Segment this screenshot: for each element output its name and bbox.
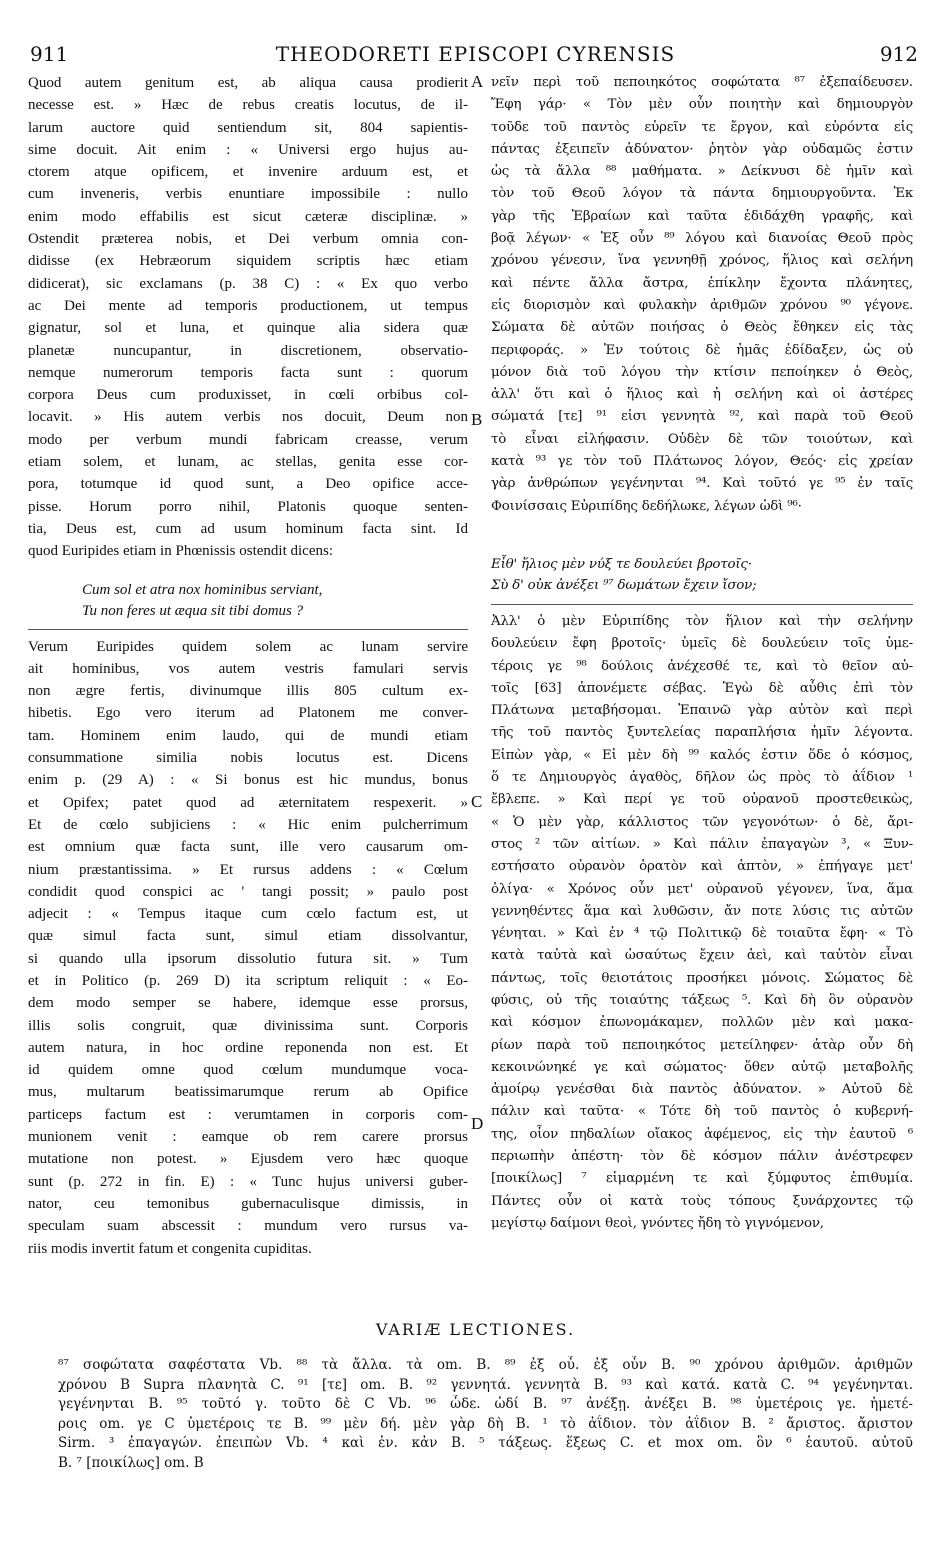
text-line: πάντως, τοῖς θειοτάτοις προσήκει μόνοις. Σώματος δὲ [491, 970, 913, 986]
text-line: τοῦδε τοῦ παντὸς εὑρεῖν τε ἔργον, καὶ εὑρόντα εἰς [491, 119, 913, 135]
text-line: quod Euripides etiam in Phœnissis ostendit dicens: [28, 543, 333, 560]
text-line: δουλεύειν ἔφη βροτοῖς· ὑμεῖς δὲ δουλεύειν τοῖς ὑμε- [491, 636, 913, 652]
text-line: ροις om. γε C ὑμετέροις τε B. ⁹⁹ μὲν δή. μὲν γὰρ δὴ B. ¹ τὸ ἀΐδιον. τὸν ἀΐδιον B. ² ἄριστος. ἄριστον [58, 1415, 913, 1432]
margin-letter-b: B [471, 410, 483, 429]
text-line: hibetis. Ego vero iterum ad Platonem me conver- [28, 705, 468, 722]
margin-letter-a: A [471, 72, 484, 91]
text-line: Εἰπὼν γὰρ, « Εἰ μὲν δὴ ⁹⁹ καλός ἐστιν ὅδε ὁ κόσμος, [491, 747, 913, 763]
text-line: si quando ulla ipsorum dissolutio futura sit. » Tum [28, 950, 468, 967]
text-line: Ἔφη γάρ· « Τὸν μὲν οὖν ποιητὴν καὶ δημιουργὸν [491, 97, 913, 113]
spacer [491, 598, 913, 605]
text-line: B. ⁷ [ποικίλως] om. B [58, 1454, 204, 1471]
text-line: larum auctore quid sentiendum sit, 804 sapientis- [28, 119, 468, 136]
text-line: cum inveneris, verbis enuntiare impossibile : nullo [28, 186, 468, 203]
text-line: γεννηθέντες ἅμα καὶ λυθῶσιν, ἄν ποτε λύσις τις αὐτῶν [491, 903, 913, 919]
text-line: et Opifex; patet quod ad æternitatem respexerit. » [28, 794, 468, 811]
text-line: nemque numerorum temporis facta sunt : quorum [28, 364, 468, 381]
text-line: id quidem omne quod cœlum mundumque voca- [28, 1062, 468, 1079]
running-title: THEODORETI EPISCOPI CYRENSIS [275, 42, 676, 66]
text-line: ὅ τε Δημιουργὸς ἀγαθὸς, δῆλον ὡς πρὸς τὸ ἀΐδιον ¹ [491, 770, 913, 786]
text-line: sime docuit. Ait enim : « Universi ergo hujus au- [28, 141, 468, 158]
text-line: nator, ceu temonibus gubernaculisque dimissis, in [28, 1195, 468, 1212]
text-line: σώματά [τε] ⁹¹ εἰσι γεννητὰ ⁹², καὶ παρὰ τοῦ Θεοῦ [491, 409, 913, 425]
text-line: μόνον διὰ τοῦ λόγου τὴν κτίσιν πεποίηκεν ὁ Θεὸς, [491, 364, 913, 380]
text-line: speculam suam abscessit : mundum vero rursus va- [28, 1218, 468, 1235]
text-line: ait hominibus, vos autem vestris famulari servis [28, 660, 468, 677]
text-line: ac Dei mente ad temporis productionem, ut tempus [28, 297, 468, 314]
text-line: pisse. Horum porro nihil, Platonis quoque senten- [28, 498, 468, 515]
text-line: tam. Hominem enim laudo, qui de mundi etiam [28, 727, 468, 744]
text-line: εἰς διορισμὸν καὶ φυλακὴν ἀριθμῶν χρόνου ⁹⁰ γέγονε. [491, 297, 913, 313]
text-line: τῆς τοῦ παντὸς ξυντελείας παραπλήσια ἡμῖν λέγοντα. [491, 725, 913, 741]
text-line: ὡς τὰ ἄλλα ⁸⁸ μαθήματα. » Δείκνυσι δὲ ἡμῖν καὶ [491, 164, 913, 180]
text-line: χρόνου B Supra πλανητὰ C. ⁹¹ [τε] om. B. ⁹² γεννητά. γεννητὰ B. ⁹³ καὶ κατά. κατὰ C. ⁹⁴ γεγένηνται. [58, 1376, 913, 1393]
text-line: ctorem atque opificem, et invenire arduum est, et [28, 164, 468, 181]
text-line: μεγίστῳ δαίμονι θεοὶ, γνόντες ἤδη τὸ γιγνόμενον, [491, 1215, 824, 1231]
text-line: sunt (p. 272 in fin. E) : « Tunc hujus universi guber- [28, 1173, 468, 1190]
text-line: gignatur, sol et luna, et quinque alia sidera quæ [28, 320, 468, 337]
text-line: locavit. » His autem verbis nos docuit, Deum non [28, 409, 468, 426]
text-line: riis modis invertit fatum et congenita cupiditas. [28, 1240, 312, 1257]
text-line: περιφοράς. » Ἐν τούτοις δὲ ἡμᾶς ἐδίδαξεν, ὡς οὐ [491, 342, 913, 358]
text-line: corpora Deus cum produxisset, in cœli orbibus col- [28, 387, 468, 404]
margin-letter-d: D [471, 1114, 484, 1133]
verse-line: Εἶθ' ἥλιος μὲν νύξ τε δουλεύει βροτοῖς· [491, 556, 752, 572]
text-line: didicerat), sic exclamans (p. 38 C) : « Ex quo verbo [28, 275, 468, 292]
text-line: στος ² τῶν αἰτίων. » Καὶ πάλιν ἐπαγαγὼν ³, « Ξυν- [491, 836, 913, 852]
text-line: τὸν τοῦ Θεοῦ λόγον τὰ πάντα δημιουργοῦντα. Ἐκ [491, 186, 913, 202]
text-line: mus, multarum beatissimarumque rerum ab Opifice [28, 1084, 468, 1101]
text-line: βοᾷ λέγων· « Ἐξ οὖν ⁸⁹ λόγου καὶ διανοίας Θεοῦ πρὸς [491, 231, 913, 247]
text-line: Verum Euripides quidem solem ac lunam servire [28, 638, 468, 655]
text-line: pora, totumque id quod sunt, a Deo opifice acce- [28, 476, 468, 493]
text-line: πάντας ἐξειπεῖν ἀδύνατον· ῥητὸν γὰρ οὐδαμῶς ἐστιν [491, 141, 913, 157]
text-line: ρίων παρὰ τοῦ πεποιηκότος μετείληφεν· ἀτὰρ οὖν δὴ [491, 1037, 913, 1053]
verse-line: Cum sol et atra nox hominibus serviant, [82, 581, 323, 598]
text-line: κεκοινώνηκέ γε καὶ σώματος· ὅθεν αὐτῷ μεταβολῆς [491, 1059, 913, 1075]
spacer [28, 563, 468, 579]
variae-lectiones-title: VARIÆ LECTIONES. [375, 1320, 576, 1339]
text-line: τοῖς [63] ἀπονέμετε σέβας. Ἐγὼ δὲ αὖθις ἐπὶ τὸν [491, 680, 913, 696]
text-line: περιωπὴν ἀπέστη· τὸν δὲ κόσμον πάλιν ἀνέστρεφεν [491, 1149, 913, 1165]
text-line: Πλάτωνα μεταβήσομαι. Ἐπαινῶ γὰρ αὐτὸν καὶ περὶ [491, 703, 913, 719]
text-line: nium præstantissima. » Et rursus addens : « Cœlum [28, 861, 468, 878]
text-line: munionem venit : eamque ob rem carere prorsus [28, 1129, 468, 1146]
greek-column [491, 72, 913, 1235]
verse-line: Σὺ δ' οὐκ ἀνέξει ⁹⁷ δωμάτων ἔχειν ἴσον; [491, 577, 757, 593]
text-line: « Ὁ μὲν γὰρ, κάλλιστος τῶν γεγονότων· ὁ δὲ, ἄρι- [491, 814, 913, 830]
text-line: condidit quod conspici ac ' tangi possit; » paulo post [28, 883, 468, 900]
text-line: χρόνου γένεσιν, ἵνα γεννηθῇ χρόνος, ἥλιος καὶ σελήνη [491, 253, 913, 269]
text-line: καὶ κόσμον ἐπωνομάκαμεν, πολλῶν μὲν καὶ μακα- [491, 1015, 913, 1031]
text-line: τὸ εἶναι εἰλήφασιν. Οὐδὲν δὲ τῶν τοιούτων, καὶ [491, 431, 913, 447]
text-line: etiam solem, et lunam, ac stellas, genita esse cor- [28, 454, 468, 471]
text-line: ἀμοίρῳ γενέσθαι διὰ παντὸς ἀδύνατον. » Αὐτοῦ δὲ [491, 1082, 913, 1098]
variae-lectiones [58, 1356, 913, 1473]
text-line: της, οἷον πηδαλίων οἴακος ἀφέμενος, εἰς τὴν ἑαυτοῦ ⁶ [491, 1126, 913, 1142]
text-line: didisse (ex Hebræorum siquidem scriptis hæc etiam [28, 253, 468, 270]
text-line: enim p. (29 A) : « Si bonus est hic mundus, bonus [28, 772, 468, 789]
text-line: ἀλλ' ὅτι καὶ ὁ ἥλιος καὶ ἡ σελήνη καὶ οἱ ἀστέρες [491, 387, 913, 403]
text-line: Πάντες οὖν οἱ κατὰ τοὺς τόπους ξυνάρχοντες τῷ [491, 1193, 913, 1209]
text-line: tia, Deus est, cum ad usum hominum facta sint. Id [28, 520, 468, 537]
text-line: ⁸⁷ σοφώτατα σαφέστατα Vb. ⁸⁸ τὰ ἄλλα. τὰ om. B. ⁸⁹ ἐξ οὖ. ἐξ οὖν B. ⁹⁰ χρόνου ἀριθμῶν. ἀριθμῶν [58, 1357, 913, 1373]
text-line: Ostendit præterea nobis, et Dei verbum omnia con- [28, 231, 468, 248]
text-line: dem modo semper se habere, idemque esse prorsus, [28, 995, 468, 1012]
text-line: φύσις, οὐ τῆς τοιαύτης τάξεως ⁵. Καὶ δὴ ὃν οὐρανὸν [491, 992, 913, 1008]
text-line: εστήσατο οὐρανὸν ὁρατὸν καὶ ἁπτὸν, » ἐπήγαγε μετ' [491, 859, 913, 875]
text-line: νεῖν περὶ τοῦ πεποιηκότος σοφώτατα ⁸⁷ ἐξεπαίδευσεν. [491, 75, 913, 90]
text-line: ὀλίγα· « Χρόνος οὖν μετ' οὐρανοῦ γέγονεν, ἵνα, ἅμα [491, 881, 913, 897]
text-line: illis solis congruit, quæ divinissima sunt. Corporis [28, 1017, 468, 1034]
running-header [0, 42, 951, 68]
text-line: Et de cœlo subjiciens : « Hic enim pulcherrimum [28, 816, 468, 833]
text-line: πάλιν καὶ ταῦτα· « Τότε δὴ τοῦ παντὸς ὁ κυβερνή- [491, 1104, 913, 1120]
text-line: modo per verbum mundi fabricam creasse, verum [28, 431, 468, 448]
text-line: γεγένηνται B. ⁹⁵ τοῦτό γ. τοῦτο δὲ C Vb. ⁹⁶ ὧδε. ὡδί B. ⁹⁷ ἀνέξῃ. ἀνέξει B. ⁹⁸ ὑμετέροις γε. ἡμετέ- [58, 1396, 913, 1412]
text-line: Σώματα δὲ αὐτῶν ποιήσας ὁ Θεὸς ἔθηκεν εἰς τὰς [491, 320, 913, 336]
text-line: planetæ nuncupantur, in discretionem, observatio- [28, 342, 468, 359]
text-line: ἔβλεπε. » Καὶ περί γε τοῦ οὐρανοῦ προστεθεικὼς, [491, 792, 913, 808]
text-line: γὰρ τῆς Ἑβραίων καὶ ταῦτα ἐδιδάχθη γραφῆς, καὶ [491, 208, 913, 224]
text-line: quæ simul facta sunt, simul etiam dissolvantur, [28, 928, 468, 945]
latin-column [28, 72, 468, 1260]
margin-letter-c: C [471, 792, 483, 811]
text-line: [ποικίλως] ⁷ εἱμαρμένη τε καὶ ξύμφυτος ἐπιθυμία. [491, 1171, 913, 1187]
text-line: Φοινίσσαις Εὐριπίδης δεδήλωκε, λέγων ὡδὶ ⁹⁶· [491, 498, 802, 514]
text-line: Quod autem genitum est, ab aliqua causa prodierit [28, 75, 468, 91]
left-column-number: 911 [30, 42, 69, 66]
right-column-number: 912 [879, 42, 918, 66]
text-line: particeps factum est : verumtamen in corporis com- [28, 1106, 468, 1123]
text-line: τέροις γε ⁹⁸ δούλοις ἀνέχεσθέ τε, καὶ τὸ θεῖον αὐ- [491, 658, 913, 674]
text-line: et in Politico (p. 269 D) ita scriptum reliquit : « Eo- [28, 972, 468, 989]
text-line: autem natura, in hoc ordine reponenda non est. Et [28, 1039, 468, 1056]
spacer [28, 623, 468, 630]
text-line: καὶ πέντε ἄλλα ἄστρα, ἐπίκλην ἔχοντα πλάνητες, [491, 275, 913, 291]
text-line: adjecit : « Tempus itaque cum cœlo factum est, ut [28, 906, 468, 923]
text-line: non ægre fertis, divinumque illis 805 cultum ex- [28, 683, 468, 700]
text-line: necesse est. » Hæc de rebus creatis locutus, de il- [28, 97, 468, 114]
text-line: κατὰ ταὐτὰ καὶ ὡσαύτως ἔχειν ἀεὶ, καὶ ταὐτὸν εἶναι [491, 948, 913, 964]
text-line: enim modo effabilis est sicut cæteræ disciplinæ. » [28, 208, 468, 225]
text-line: est omnium quæ facta sunt, ille vero causarum om- [28, 839, 468, 856]
text-line: γὰρ ἀνθρώπων γεγένηνται ⁹⁴. Καὶ τοῦτό γε ⁹⁵ ἐν ταῖς [491, 476, 913, 492]
text-line: consummatione similia nobis locutus est. Dicens [28, 750, 468, 767]
text-line: Ἀλλ' ὁ μὲν Εὐριπίδης τὸν ἥλιον καὶ τὴν σελήνην [491, 613, 913, 629]
text-line: mutatione non potest. » Ejusdem vero hæc quoque [28, 1151, 468, 1168]
text-line: κατὰ ⁹³ γε τὸν τοῦ Πλάτωνος λόγον, Θεός· εἰς χρείαν [491, 454, 913, 470]
verse-line: Tu non feres ut æqua sit tibi domus ? [82, 602, 304, 619]
text-line: γένηται. » Καὶ ἐν ⁴ τῷ Πολιτικῷ δὲ τοιαῦτα ἔφη· « Τὸ [491, 926, 913, 942]
text-line: Sirm. ³ ἐπαγαγών. ἐπειπὼν Vb. ⁴ καὶ ἐν. κἀν B. ⁵ τάξεως. ἕξεως C. et mox om. ὃν ⁶ ἑαυτοῦ. αὐτοῦ [58, 1435, 913, 1451]
spacer [491, 518, 913, 554]
